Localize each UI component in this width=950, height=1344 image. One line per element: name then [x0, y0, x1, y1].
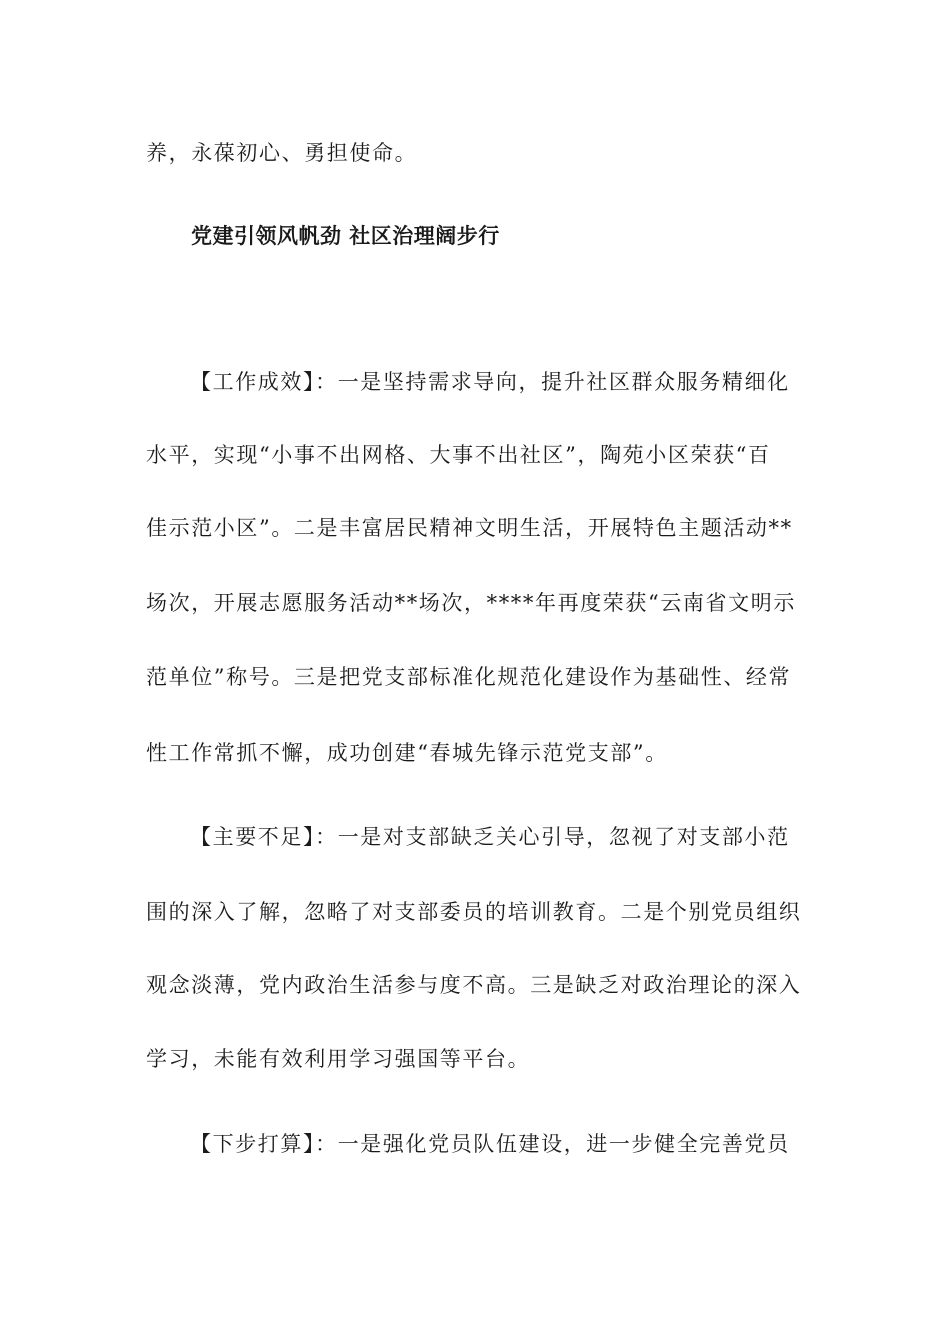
paragraph-work-results-line: 场次，开展志愿服务活动**场次，****年再度荣获“云南省文明示: [146, 591, 796, 615]
paragraph-shortcomings-line: 学习，未能有效利用学习强国等平台。: [146, 1047, 531, 1071]
section-title: 党建引领风帆劲 社区治理阔步行: [191, 223, 500, 248]
text-line: 养，永葆初心、勇担使命。: [146, 141, 418, 165]
paragraph-shortcomings-line: 观念淡薄，党内政治生活参与度不高。三是缺乏对政治理论的深入: [146, 973, 802, 997]
paragraph-work-results-line: 【工作成效】：一是坚持需求导向，提升社区群众服务精细化: [190, 370, 790, 394]
paragraph-work-results-line: 范单位”称号。三是把党支部标准化规范化建设作为基础性、经常: [146, 665, 792, 689]
paragraph-shortcomings-line: 围的深入了解，忽略了对支部委员的培训教育。二是个别党员组织: [146, 900, 802, 924]
paragraph-work-results-line: 性工作常抓不懈，成功创建“春城先锋示范党支部”。: [146, 741, 668, 765]
paragraph-work-results-line: 水平，实现“小事不出网格、大事不出社区”，陶苑小区荣获“百: [146, 443, 771, 467]
paragraph-shortcomings-line: 【主要不足】：一是对支部缺乏关心引导，忽视了对支部小范: [190, 825, 790, 849]
paragraph-next-steps-line: 【下步打算】：一是强化党员队伍建设，进一步健全完善党员: [190, 1132, 790, 1156]
paragraph-work-results-line: 佳示范小区”。二是丰富居民精神文明生活，开展特色主题活动**: [146, 516, 793, 540]
